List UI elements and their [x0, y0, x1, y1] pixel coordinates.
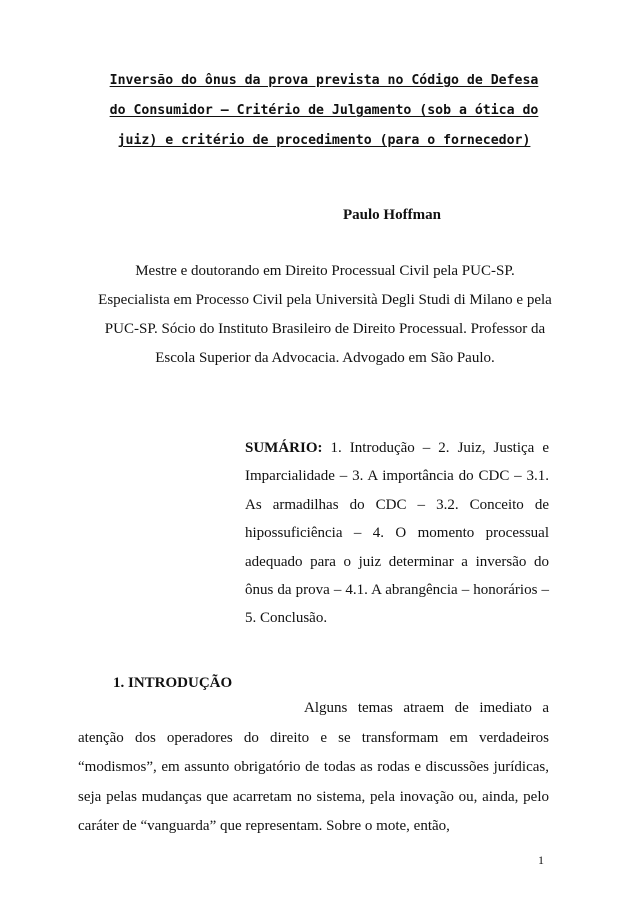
section-heading: 1. INTRODUÇÃO: [113, 675, 233, 691]
title-line: Inversão do ônus da prova prevista no Código de Defesa: [109, 73, 539, 88]
bio-line: Especialista em Processo Civil pela Università Degli Studi di Milano e pela: [98, 292, 552, 308]
page-number: 1: [538, 853, 544, 867]
summary-text: 1. Introdução – 2. Juiz, Justiça e Imparcialidade – 3. A importância do CDC – 3.1. As armadilhas do CDC – 3.2. Conceito de hipossuficiência – 4. O momento processual adequado para o juiz determinar a inversão do ônus da prova – 4.1. A abrangência – honorários – 5. Conclusão.: [245, 440, 550, 627]
paragraph-text: Alguns temas atraem de imediato a atenção dos operadores do direito e se transformam em verdadeiros “modismos”, em assunto obrigatório de todas as rodas e discussões jurídicas, seja pelas mudanças que acarretam no sistema, pela inovação ou, ainda, pelo caráter de “vanguarda” que representam. Sobre o mote, então,: [78, 700, 549, 834]
author-bio: [78, 257, 572, 373]
title-line: juiz) e critério de procedimento (para o fornecedor): [117, 133, 531, 148]
title-line: do Consumidor – Critério de Julgamento (sob a ótica do: [109, 103, 539, 118]
paper-title: [92, 66, 556, 156]
summary-block: [245, 434, 549, 633]
bio-line: Mestre e doutorando em Direito Processual Civil pela PUC-SP.: [135, 263, 515, 279]
author-name: Paulo Hoffman: [343, 207, 441, 223]
body-paragraph: [78, 694, 549, 842]
bio-line: PUC-SP. Sócio do Instituto Brasileiro de Direito Processual. Professor da: [104, 321, 546, 337]
summary-label: SUMÁRIO:: [245, 440, 323, 456]
bio-line: Escola Superior da Advocacia. Advogado em São Paulo.: [155, 350, 495, 366]
